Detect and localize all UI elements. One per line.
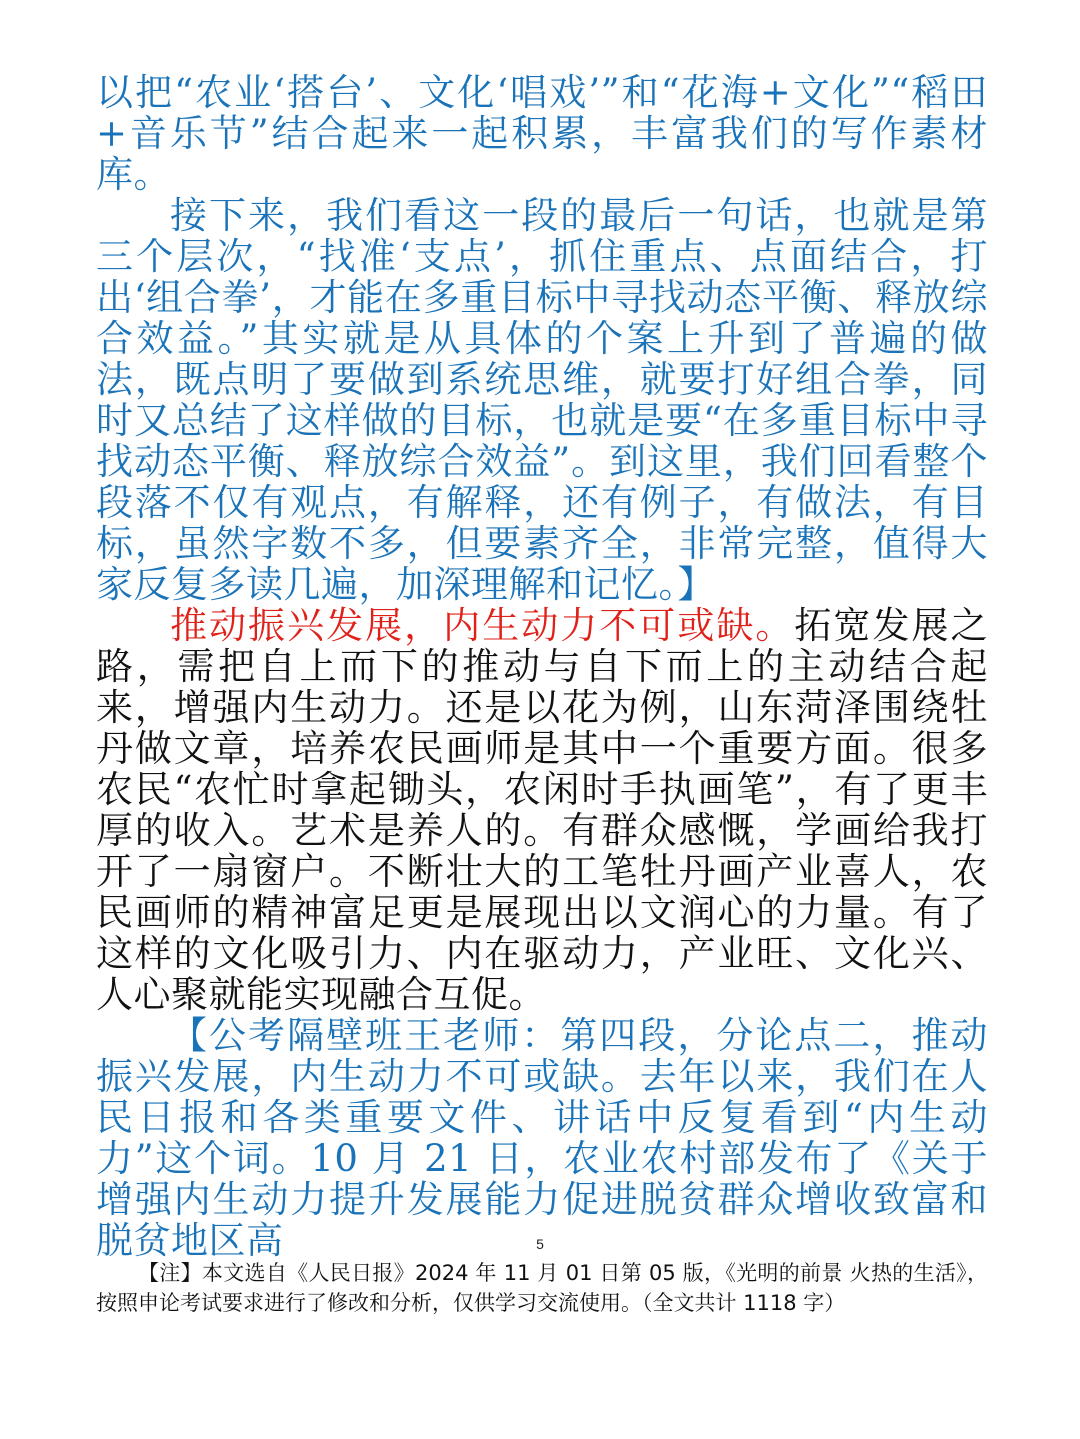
source-note: 【注】本文选自《人民日报》2024 年 11 月 01 日第 05 版，《光明的前景 火热的生活》，按照申论考试要求进行了修改和分析，仅供学习交流使用。（全文共计 1118 字） (96, 1261, 988, 1315)
annotation-paragraph-third-level: 接下来，我们看这一段的最后一句话，也就是第三个层次，“找准‘支点’，抓住重点、点面结合，打出‘组合拳’，才能在多重目标中寻找动态平衡、释放综合效益。”其实就是从具体的个案上升到了普遍的做法，既点明了要做到系统思维，就要打好组合拳，同时又总结了这样做的目标，也就是要“在多重目标中寻找动态平衡、释放综合效益”。到这里，我们回看整个段落不仅有观点，有解释，还有例子，有做法，有目标，虽然字数不多，但要素齐全，非常完整，值得大家反复多读几遍，加深理解和记忆。】 (96, 194, 988, 606)
article-body (96, 72, 988, 1261)
article-paragraph-inner-drive (96, 605, 988, 1015)
annotation-paragraph-fourth-section: 【公考隔壁班王老师：第四段，分论点二，推动振兴发展，内生动力不可或缺。去年以来，我们在人民日报和各类重要文件、讲话中反复看到“内生动力”这个词。10 月 21 日，农业农村部发布了《关于增强内生动力提升发展能力促进脱贫群众增收致富和脱贫地区高 (96, 1014, 988, 1262)
page-number: 5 (536, 1236, 544, 1252)
annotation-paragraph-continued: 以把“农业‘搭台’、文化‘唱戏’”和“花海+文化”“稻田+音乐节”结合起来一起积累，丰富我们的写作素材库。 (96, 71, 988, 196)
subheading-inner-drive: 推动振兴发展，内生动力不可或缺。 (170, 604, 795, 647)
article-paragraph-body: 拓宽发展之路，需把自上而下的推动与自下而上的主动结合起来，增强内生动力。还是以花为例，山东菏泽围绕牡丹做文章，培养农民画师是其中一个重要方面。很多农民“农忙时拿起锄头，农闲时手执画笔”，有了更丰厚的收入。艺术是养人的。有群众感慨，学画给我打开了一扇窗户。不断壮大的工笔牡丹画产业喜人，农民画师的精神富足更是展现出以文润心的力量。有了这样的文化吸引力、内在驱动力，产业旺、文化兴、人心聚就能实现融合互促。 (96, 604, 989, 1016)
